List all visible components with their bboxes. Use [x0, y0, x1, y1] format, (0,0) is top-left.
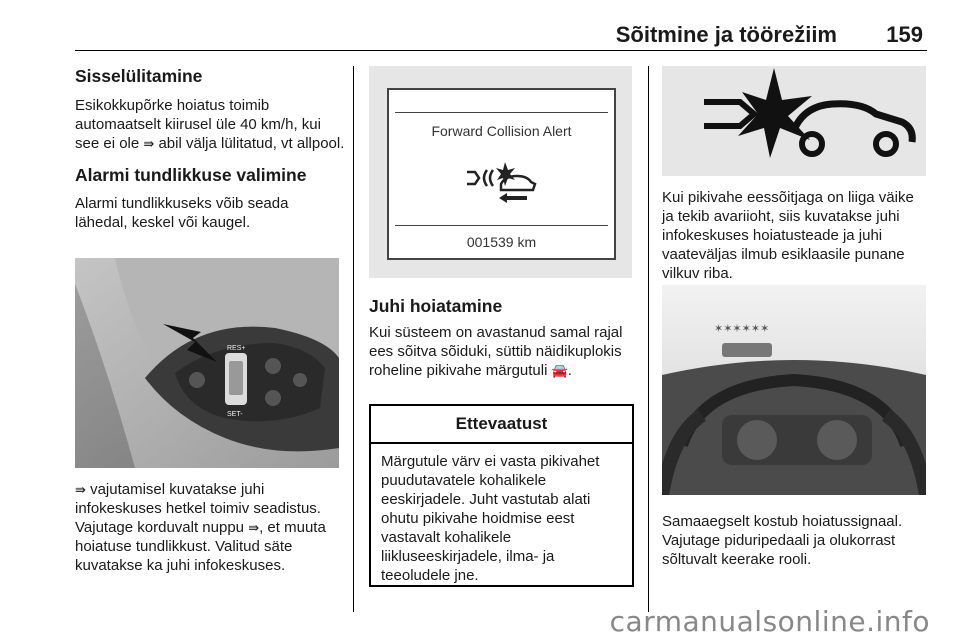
header-rule: [75, 50, 927, 51]
p4-text-b: .: [567, 362, 572, 379]
windscreen-photo: [662, 285, 926, 495]
heading-driver-warning: Juhi hoiatamine: [369, 296, 503, 316]
watermark: carmanualsonline.info: [609, 605, 930, 638]
wheel-label-res: RES+: [227, 345, 246, 352]
p1-text-b: abil välja lülitatud, vt allpool.: [154, 135, 345, 152]
display-odometer: 001539 km: [466, 234, 537, 250]
collision-button-icon: ⇛: [248, 520, 260, 535]
paragraph-sensitivity: Alarmi tundlikkuseks võib seada lähedal, keskel või kaugel.: [75, 195, 289, 231]
page-header: [75, 0, 927, 52]
middle-column: [369, 296, 634, 380]
p3-text-b: , et muuta hoiatuse tundlikkust. Valitud säte kuvatakse ka juhi infokeskuses.: [75, 519, 326, 574]
p4-text-a: Kui süsteem on avastanud samal rajal ees sõitva sõiduki, süttib näidikuplokis roheline pikivahe märgutuli: [369, 324, 623, 379]
heading-activation: Sisselülitamine: [75, 66, 203, 86]
wheel-label-set: SET-: [227, 411, 243, 418]
collision-button-icon: ⇛: [75, 482, 86, 497]
display-top-rule: [395, 112, 608, 113]
page-number: 159: [886, 22, 923, 47]
steering-wheel-photo: [75, 258, 339, 468]
hud-stars: ✶✶✶✶✶✶: [714, 323, 770, 335]
paragraph-signal: Samaaegselt kostub hoiatussignaal. Vajutage piduripedaali ja olukorrast sõltuvalt keerake rooli.: [662, 513, 903, 568]
caution-title: Ettevaatust: [371, 406, 632, 444]
collision-alert-icon: [465, 158, 537, 204]
left-column-lower: [75, 480, 345, 575]
collision-button-icon: ⇛: [143, 136, 155, 151]
caution-box: [369, 404, 634, 587]
heading-sensitivity: Alarmi tundlikkuse valimine: [75, 165, 307, 185]
right-column: [662, 188, 928, 283]
display-illustration: [369, 66, 632, 278]
collision-illustration: [662, 66, 926, 176]
paragraph-collision-risk: Kui pikivahe eessõitjaga on liiga väike ja tekib avariioht, siis kuvatakse juhi infokeskuses hoiatusteade ja juhi vaateväljas ilmub esiklaasile punane vilkuv riba.: [662, 189, 914, 282]
display-title: Forward Collision Alert: [431, 123, 572, 139]
column-divider-2: [648, 66, 649, 612]
paragraph-driver-warning: [369, 323, 634, 380]
column-divider-1: [353, 66, 354, 612]
p1-text-a: Esikokkupõrke hoiatus toimib automaatselt kiirusel üle 40 km/h, kui see ei ole: [75, 97, 321, 152]
chapter-title: Sõitmine ja töörežiim: [615, 22, 837, 47]
p3-text-a: vajutamisel kuvatakse juhi infokeskuses hetkel toimiv seadistus. Vajutage korduvalt nuppu: [75, 481, 321, 536]
car-indicator-icon: 🚘: [551, 363, 568, 378]
cluster-display: [387, 88, 616, 260]
right-column-lower: [662, 512, 928, 569]
left-column: [75, 66, 345, 232]
caution-body: Märgutule värv ei vasta pikivahet puudutavatele kohalikele eeskirjadele. Juht vastutab alati ohutu pikivahe hoidmise eest vastavalt kohalikele liikluseeskirjadele, ilma- ja teeoludele jne.: [381, 453, 600, 584]
paragraph-activation: [75, 96, 345, 153]
display-bottom-rule: [395, 225, 608, 226]
paragraph-button: [75, 480, 345, 575]
